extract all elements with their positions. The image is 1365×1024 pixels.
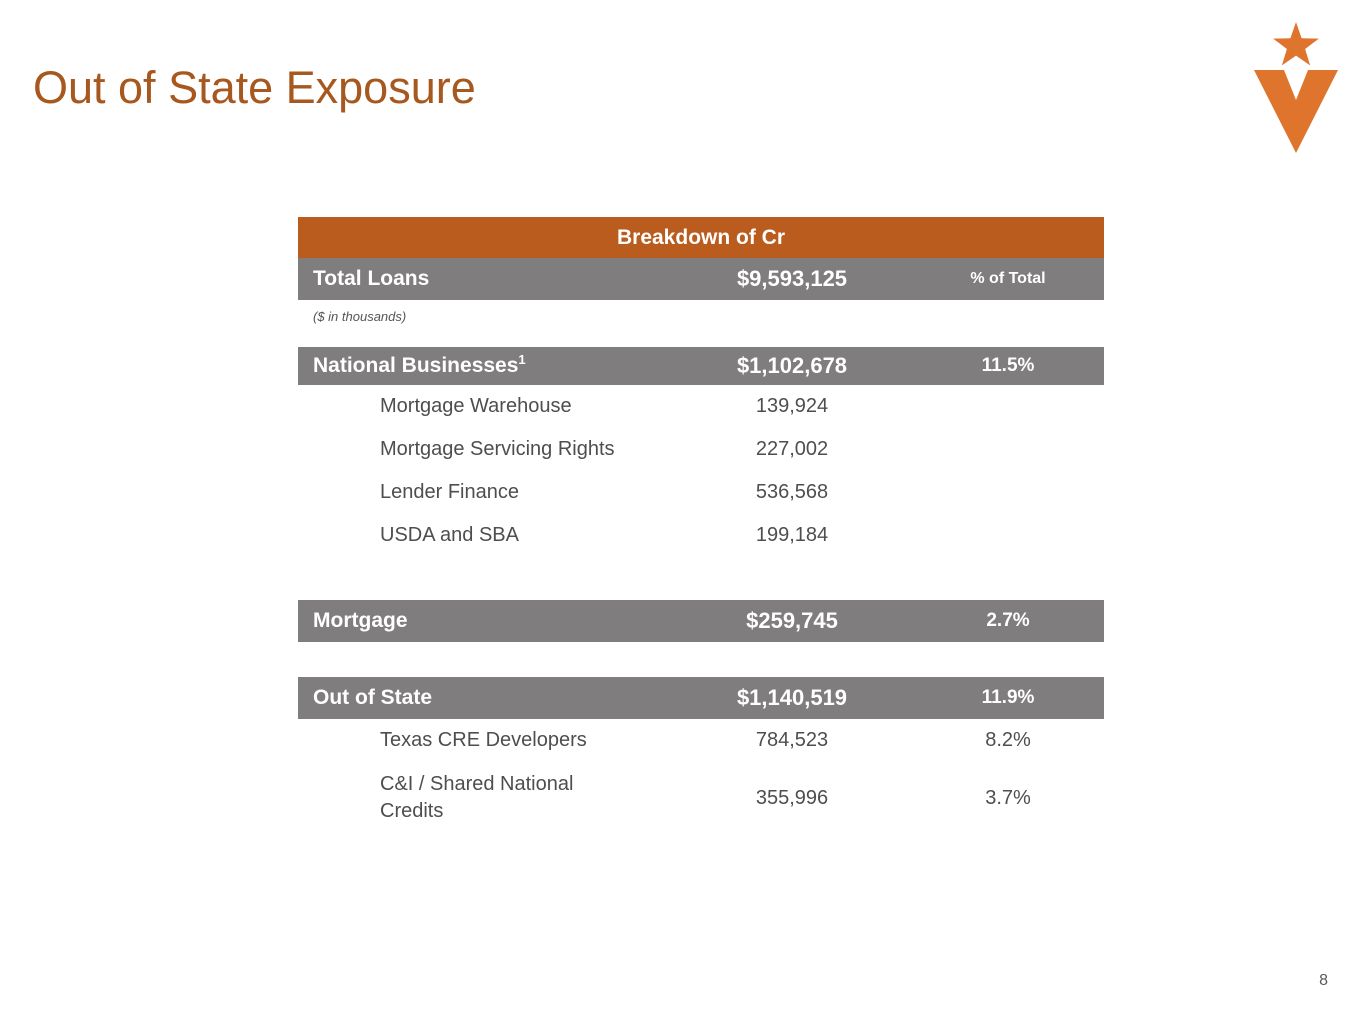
row-label: Mortgage Servicing Rights xyxy=(380,438,615,460)
mortgage-value: $259,745 xyxy=(746,608,838,633)
row-percent: 3.7% xyxy=(985,786,1031,809)
row-label: Mortgage Warehouse xyxy=(380,395,572,417)
national-businesses-percent: 11.5% xyxy=(981,355,1035,376)
row-label: Texas CRE Developers xyxy=(380,729,587,751)
footnote-superscript: 1 xyxy=(518,352,526,367)
row-label: USDA and SBA xyxy=(380,524,519,546)
page-number: 8 xyxy=(1319,972,1328,989)
total-loans-row xyxy=(298,258,1104,300)
section-band-national-businesses xyxy=(298,347,1104,385)
national-businesses-label-text: National Businesses xyxy=(313,354,519,377)
table-header-title: Breakdown of Cr xyxy=(616,225,786,249)
brand-logo xyxy=(1251,22,1341,155)
row-value: 199,184 xyxy=(755,524,829,546)
mortgage-label: Mortgage xyxy=(313,609,408,632)
mortgage-percent: 2.7% xyxy=(986,610,1030,631)
table-header-band xyxy=(298,217,1104,258)
section-band-out-of-state xyxy=(298,677,1104,719)
out-of-state-value: $1,140,519 xyxy=(736,685,848,710)
section-band-mortgage xyxy=(298,600,1104,642)
row-label xyxy=(298,771,672,825)
row-value: 536,568 xyxy=(755,481,829,503)
national-businesses-value: $1,102,678 xyxy=(736,353,848,378)
national-businesses-label xyxy=(298,354,672,378)
table-row-usda-and-sba xyxy=(298,514,1104,557)
page-title: Out of State Exposure xyxy=(33,62,476,113)
out-of-state-label: Out of State xyxy=(313,686,432,709)
table-row-lender-finance xyxy=(298,471,1104,514)
table-row-mortgage-servicing-rights xyxy=(298,428,1104,471)
row-value: 227,002 xyxy=(755,438,829,460)
row-label: Lender Finance xyxy=(380,481,519,503)
table-row-mortgage-warehouse xyxy=(298,385,1104,428)
v-icon xyxy=(1254,70,1338,153)
row-percent: 8.2% xyxy=(985,729,1031,751)
total-loans-label: Total Loans xyxy=(313,267,430,290)
row-value: 784,523 xyxy=(755,729,829,751)
table-row-ci-shared-national-credits xyxy=(298,762,1104,834)
star-icon xyxy=(1273,22,1319,65)
breakdown-table xyxy=(298,217,1104,857)
total-loans-value: $9,593,125 xyxy=(736,266,848,291)
table-row-texas-cre-developers xyxy=(298,719,1104,762)
thousands-footnote: ($ in thousands) xyxy=(313,309,407,324)
row-value: 139,924 xyxy=(755,395,829,417)
percent-of-total-header: % of Total xyxy=(970,270,1046,287)
row-label-text: C&I / Shared National Credits xyxy=(380,773,574,822)
out-of-state-percent: 11.9% xyxy=(981,687,1035,708)
row-value: 355,996 xyxy=(755,786,829,809)
